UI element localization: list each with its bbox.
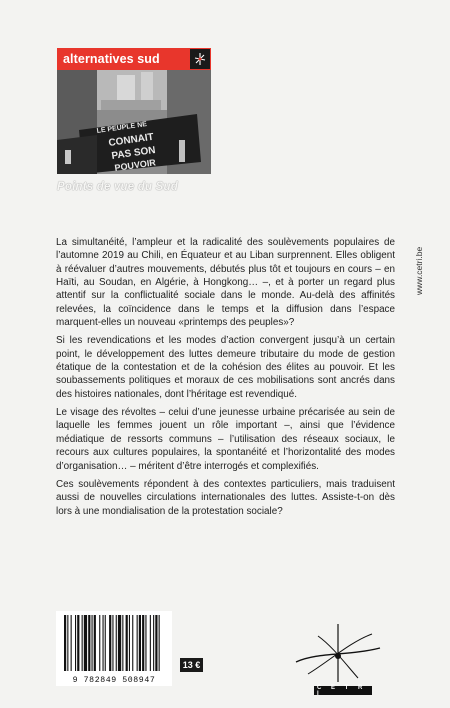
series-subtitle: Points de vue du Sud bbox=[57, 181, 178, 193]
blurb bbox=[56, 236, 395, 523]
series-banner bbox=[57, 48, 211, 70]
banner-line-2: CONNAIT bbox=[107, 131, 155, 149]
blurb-paragraph-3: Le visage des révoltes – celui d’une jeunesse urbaine précarisée au sein de laquelle les femmes jouent un rôle important –, ainsi que l’évidence médiatique de ressorts communs – l’utilisation des réseaux sociaux, le recours aux cultures populaires, la spontanéité et l’horizontalité des modes d’organisation… – méritent d’être interrogés et complexifiés. bbox=[56, 407, 395, 472]
publisher-name: C E T R I bbox=[314, 686, 372, 695]
banner-line-4: POUVOIR bbox=[113, 157, 157, 173]
blurb-paragraph-2: Si les revendications et les modes d’action convergent jusqu’à un certain point, le développement des luttes demeure tributaire du mode de gestion étatique de la contestation et de la cohésion des élites au pouvoir. Et les soubassements politiques et moraux de ces mobilisations sont ancrés dans des histoires nationales, dont l’héritage est revendiqué. bbox=[56, 335, 395, 400]
price-tag: 13 € bbox=[180, 658, 203, 672]
blurb-paragraph-4: Ces soulèvements répondent à des contextes particuliers, mais traduisent aussi de nouvelles circulations internationales des luttes. Assiste-t-on dès lors à une mondialisation de la protestation sociale? bbox=[56, 478, 395, 517]
blurb-paragraph-1: La simultanéité, l’ampleur et la radicalité des soulèvements populaires de l’automne 2019 au Chili, en Équateur et au Liban surprennent. Elles obligent à réévaluer d’autres mouvements, débutés plus tôt et toujours en cours – en Haïti, au Soudan, en Algérie, à Hongkong… –, et à porter un regard plus attentif sur la conflictualité sociale dans le monde. Au-delà des affinités relevées, la coïncidence dans le temps et la diffusion dans l’espace marquent-elles un nouveau «printemps des peuples»? bbox=[56, 237, 395, 329]
isbn-barcode bbox=[56, 611, 172, 686]
website-url[interactable]: www.cetri.be bbox=[414, 246, 424, 295]
isbn-number: 9 782849 508947 bbox=[72, 676, 156, 685]
barcode-bars-icon bbox=[56, 611, 172, 675]
cetri-logo-icon bbox=[288, 622, 388, 690]
banner-line-1: LE PEUPLE NE bbox=[96, 121, 148, 135]
website-vertical bbox=[414, 235, 428, 295]
cover-photo bbox=[57, 70, 211, 174]
series-name: alternatives sud bbox=[63, 52, 160, 66]
banner-line-3: PAS SON bbox=[110, 144, 157, 162]
series-logo-icon bbox=[190, 49, 210, 69]
